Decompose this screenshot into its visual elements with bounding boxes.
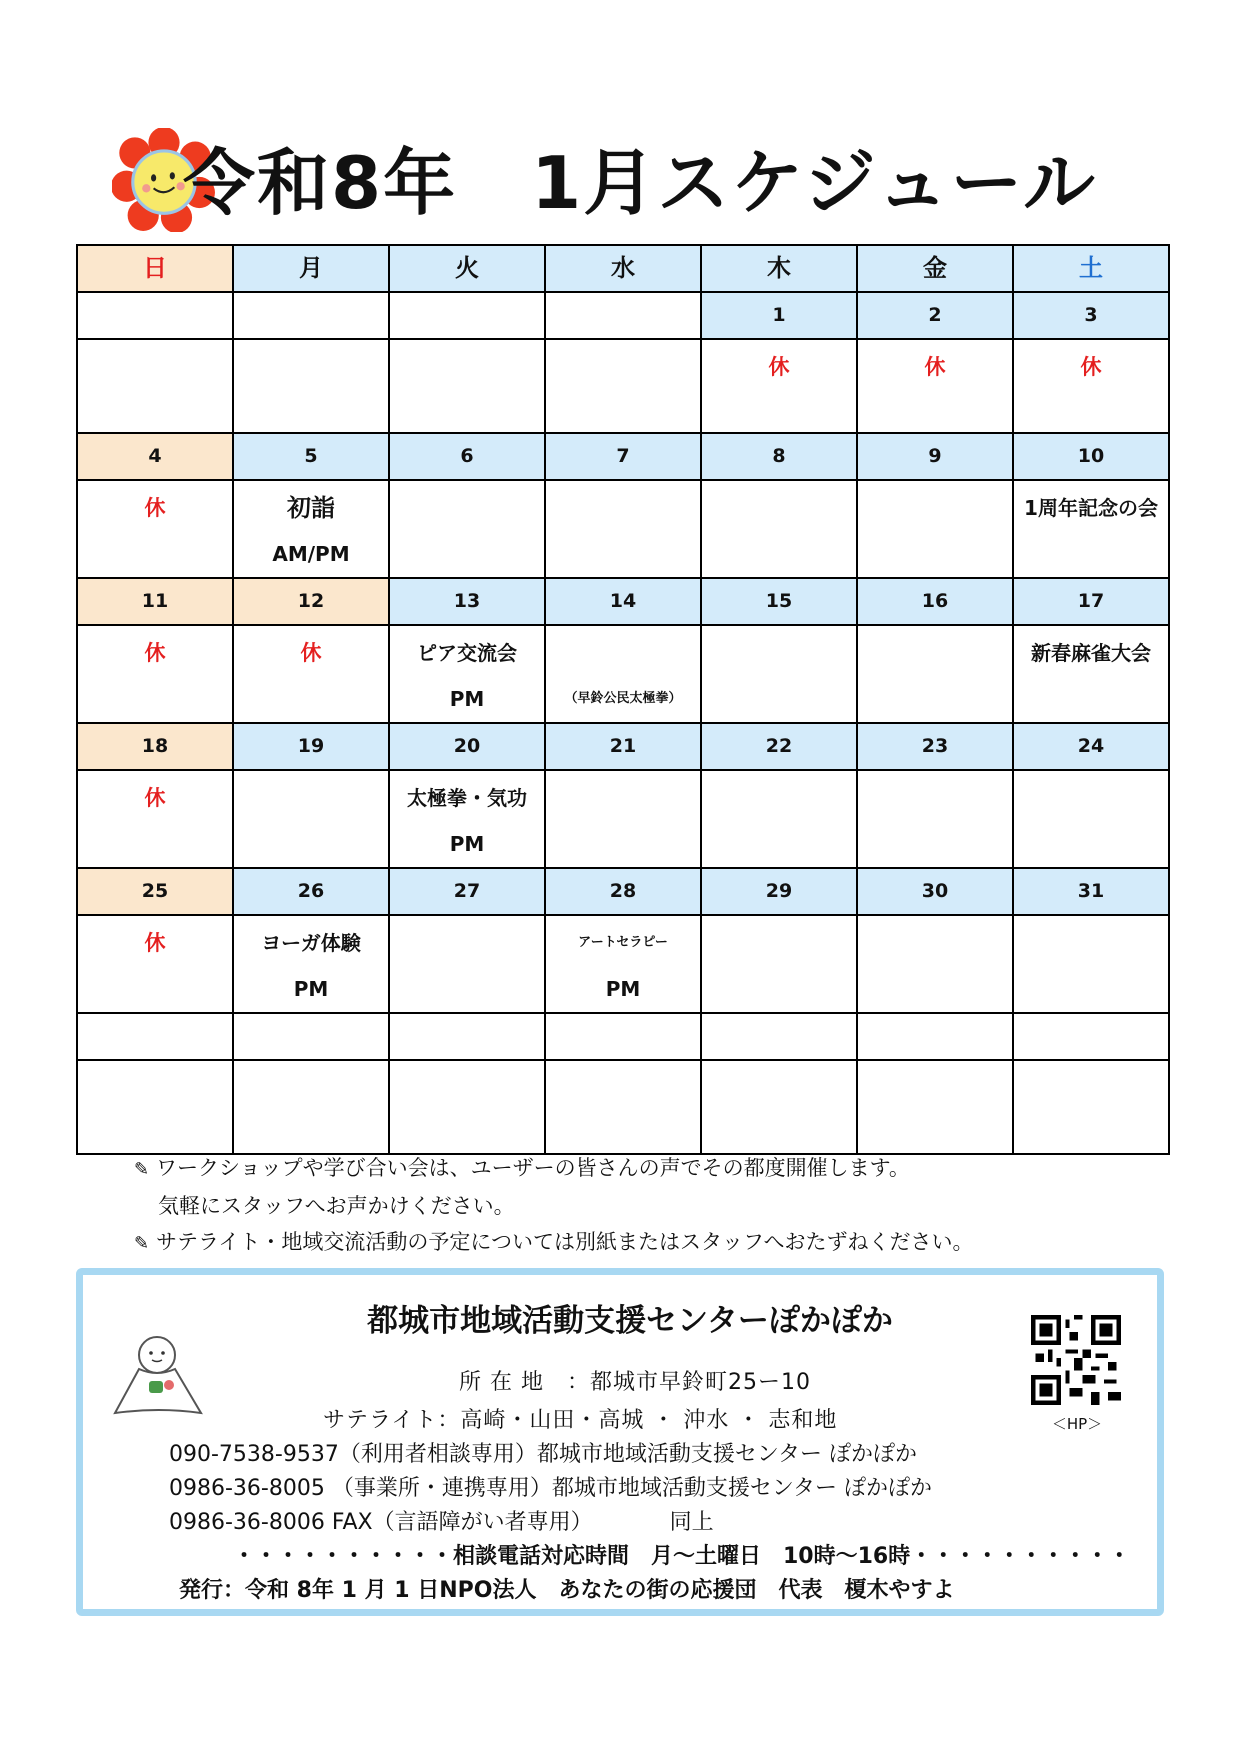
fax: 0986-36-8006 FAX（言語障がい者専用） 同上 bbox=[169, 1510, 714, 1535]
date-cell: 4 bbox=[77, 433, 233, 480]
date-cell: 6 bbox=[389, 433, 545, 480]
date-cell: 20 bbox=[389, 723, 545, 770]
consult-hours: ・・・・・・・・・・相談電話対応時間 月～土曜日 10時～16時・・・・・・・・・・ bbox=[233, 1544, 1131, 1569]
date-row bbox=[77, 292, 1169, 339]
event-cell bbox=[545, 770, 701, 868]
event-cell bbox=[701, 480, 857, 578]
date-cell: 17 bbox=[1013, 578, 1169, 625]
event-cell bbox=[233, 915, 389, 1013]
date-cell bbox=[233, 1013, 389, 1060]
event-cell bbox=[545, 480, 701, 578]
notes bbox=[134, 1150, 1134, 1262]
event-cell bbox=[701, 770, 857, 868]
event-cell bbox=[1013, 480, 1169, 578]
event-row bbox=[77, 1060, 1169, 1154]
weekday-fri: 金 bbox=[857, 245, 1013, 292]
event-cell bbox=[857, 915, 1013, 1013]
center-name: 都城市地域活動支援センターぽかぽか bbox=[367, 1303, 893, 1339]
date-cell: 16 bbox=[857, 578, 1013, 625]
event-cell bbox=[389, 915, 545, 1013]
date-cell: 1 bbox=[701, 292, 857, 339]
event-cell bbox=[857, 625, 1013, 723]
date-cell: 15 bbox=[701, 578, 857, 625]
date-cell: 25 bbox=[77, 868, 233, 915]
date-cell bbox=[389, 1013, 545, 1060]
contact-info-box bbox=[76, 1268, 1164, 1616]
date-cell: 18 bbox=[77, 723, 233, 770]
event-label: （早鈴公民太極拳） bbox=[564, 691, 682, 706]
event-row bbox=[77, 770, 1169, 868]
pencil-icon: ✎ bbox=[134, 1159, 150, 1180]
date-cell bbox=[701, 1013, 857, 1060]
date-row bbox=[77, 578, 1169, 625]
event-row bbox=[77, 480, 1169, 578]
event-cell bbox=[389, 339, 545, 433]
event-cell bbox=[389, 1060, 545, 1154]
note-line-3: サテライト・地域交流活動の予定については別紙またはスタッフへおたずねください。 bbox=[156, 1230, 974, 1254]
event-cell bbox=[857, 1060, 1013, 1154]
event-row bbox=[77, 339, 1169, 433]
phone-office: 0986-36-8005 （事業所・連携専用）都城市地域活動支援センター ぽかぽか bbox=[169, 1476, 932, 1501]
closed-label: 休 bbox=[144, 786, 166, 810]
date-cell: 5 bbox=[233, 433, 389, 480]
event-cell bbox=[701, 339, 857, 433]
date-cell: 29 bbox=[701, 868, 857, 915]
publisher: 発行：令和 8年 1 月 1 日NPO法人 あなたの街の応援団 代表 榎木やすよ bbox=[179, 1578, 955, 1603]
event-label: PM bbox=[605, 977, 641, 1001]
date-cell bbox=[1013, 1013, 1169, 1060]
date-cell: 14 bbox=[545, 578, 701, 625]
closed-label: 休 bbox=[144, 641, 166, 665]
date-cell: 24 bbox=[1013, 723, 1169, 770]
teru-teru-bozu-icon bbox=[109, 1325, 209, 1425]
event-label: PM bbox=[449, 832, 485, 856]
event-label: 初詣 bbox=[287, 494, 335, 522]
event-label: 1周年記念の会 bbox=[1024, 496, 1158, 520]
event-cell bbox=[545, 1060, 701, 1154]
note-line-2: 気軽にスタッフへお声かけください。 bbox=[158, 1194, 515, 1218]
event-cell bbox=[77, 915, 233, 1013]
event-cell bbox=[77, 480, 233, 578]
event-cell bbox=[1013, 915, 1169, 1013]
page-title: 令和8年 1月スケジュール bbox=[183, 141, 1097, 225]
event-cell bbox=[857, 480, 1013, 578]
date-cell bbox=[77, 292, 233, 339]
event-cell bbox=[233, 339, 389, 433]
date-cell: 9 bbox=[857, 433, 1013, 480]
date-row bbox=[77, 723, 1169, 770]
event-cell bbox=[857, 770, 1013, 868]
event-label: 新春麻雀大会 bbox=[1031, 641, 1151, 665]
event-cell bbox=[701, 625, 857, 723]
event-cell bbox=[545, 915, 701, 1013]
qr-code-icon[interactable] bbox=[1031, 1315, 1121, 1405]
event-cell bbox=[389, 625, 545, 723]
event-label: PM bbox=[449, 687, 485, 711]
date-cell: 10 bbox=[1013, 433, 1169, 480]
date-cell: 22 bbox=[701, 723, 857, 770]
date-cell: 3 bbox=[1013, 292, 1169, 339]
date-cell: 23 bbox=[857, 723, 1013, 770]
event-label: 太極拳・気功 bbox=[407, 786, 527, 810]
weekday-sat: 土 bbox=[1013, 245, 1169, 292]
event-row bbox=[77, 915, 1169, 1013]
calendar-table bbox=[76, 244, 1170, 1155]
date-cell: 27 bbox=[389, 868, 545, 915]
weekday-header-row bbox=[77, 245, 1169, 292]
date-cell: 7 bbox=[545, 433, 701, 480]
event-cell bbox=[1013, 770, 1169, 868]
closed-label: 休 bbox=[1080, 355, 1102, 379]
event-cell bbox=[545, 339, 701, 433]
event-cell bbox=[1013, 339, 1169, 433]
date-cell: 28 bbox=[545, 868, 701, 915]
phone-user: 090-7538-9537（利用者相談専用）都城市地域活動支援センター ぽかぽか bbox=[169, 1442, 917, 1467]
event-cell bbox=[857, 339, 1013, 433]
date-cell: 11 bbox=[77, 578, 233, 625]
event-label: ピア交流会 bbox=[417, 641, 517, 665]
date-cell: 26 bbox=[233, 868, 389, 915]
weekday-thu: 木 bbox=[701, 245, 857, 292]
event-cell bbox=[545, 625, 701, 723]
date-cell bbox=[233, 292, 389, 339]
event-cell bbox=[1013, 625, 1169, 723]
event-label: AM/PM bbox=[272, 542, 350, 566]
event-label: アートセラピー bbox=[578, 935, 668, 950]
date-cell: 13 bbox=[389, 578, 545, 625]
date-cell: 30 bbox=[857, 868, 1013, 915]
event-cell bbox=[233, 625, 389, 723]
date-cell bbox=[389, 292, 545, 339]
closed-label: 休 bbox=[144, 496, 166, 520]
date-cell: 21 bbox=[545, 723, 701, 770]
event-row bbox=[77, 625, 1169, 723]
date-cell: 8 bbox=[701, 433, 857, 480]
weekday-sun: 日 bbox=[77, 245, 233, 292]
event-cell bbox=[233, 1060, 389, 1154]
closed-label: 休 bbox=[768, 355, 790, 379]
date-cell bbox=[545, 292, 701, 339]
date-cell: 12 bbox=[233, 578, 389, 625]
event-cell bbox=[701, 915, 857, 1013]
event-label: ヨーガ体験 bbox=[261, 931, 361, 955]
satellite-list: サテライト：高崎・山田・高城 ・ 沖水 ・ 志和地 bbox=[323, 1408, 838, 1433]
date-cell bbox=[857, 1013, 1013, 1060]
date-cell bbox=[545, 1013, 701, 1060]
event-cell bbox=[389, 770, 545, 868]
event-cell bbox=[701, 1060, 857, 1154]
date-cell bbox=[77, 1013, 233, 1060]
hp-label: ＜HP＞ bbox=[1051, 1415, 1103, 1433]
closed-label: 休 bbox=[300, 641, 322, 665]
weekday-tue: 火 bbox=[389, 245, 545, 292]
closed-label: 休 bbox=[924, 355, 946, 379]
pencil-icon: ✎ bbox=[134, 1233, 150, 1254]
event-cell bbox=[77, 625, 233, 723]
date-row bbox=[77, 868, 1169, 915]
event-cell bbox=[77, 1060, 233, 1154]
weekday-mon: 月 bbox=[233, 245, 389, 292]
event-label: PM bbox=[293, 977, 329, 1001]
date-row bbox=[77, 433, 1169, 480]
event-cell bbox=[389, 480, 545, 578]
event-cell bbox=[77, 770, 233, 868]
date-cell: 2 bbox=[857, 292, 1013, 339]
event-cell bbox=[233, 480, 389, 578]
event-cell bbox=[233, 770, 389, 868]
event-cell bbox=[1013, 1060, 1169, 1154]
date-row bbox=[77, 1013, 1169, 1060]
weekday-wed: 水 bbox=[545, 245, 701, 292]
address: 所 在 地 ：都城市早鈴町25ー10 bbox=[459, 1370, 811, 1395]
date-cell: 19 bbox=[233, 723, 389, 770]
note-line-1: ワークショップや学び合い会は、ユーザーの皆さんの声でその都度開催します。 bbox=[156, 1156, 910, 1180]
event-cell bbox=[77, 339, 233, 433]
date-cell: 31 bbox=[1013, 868, 1169, 915]
closed-label: 休 bbox=[144, 931, 166, 955]
